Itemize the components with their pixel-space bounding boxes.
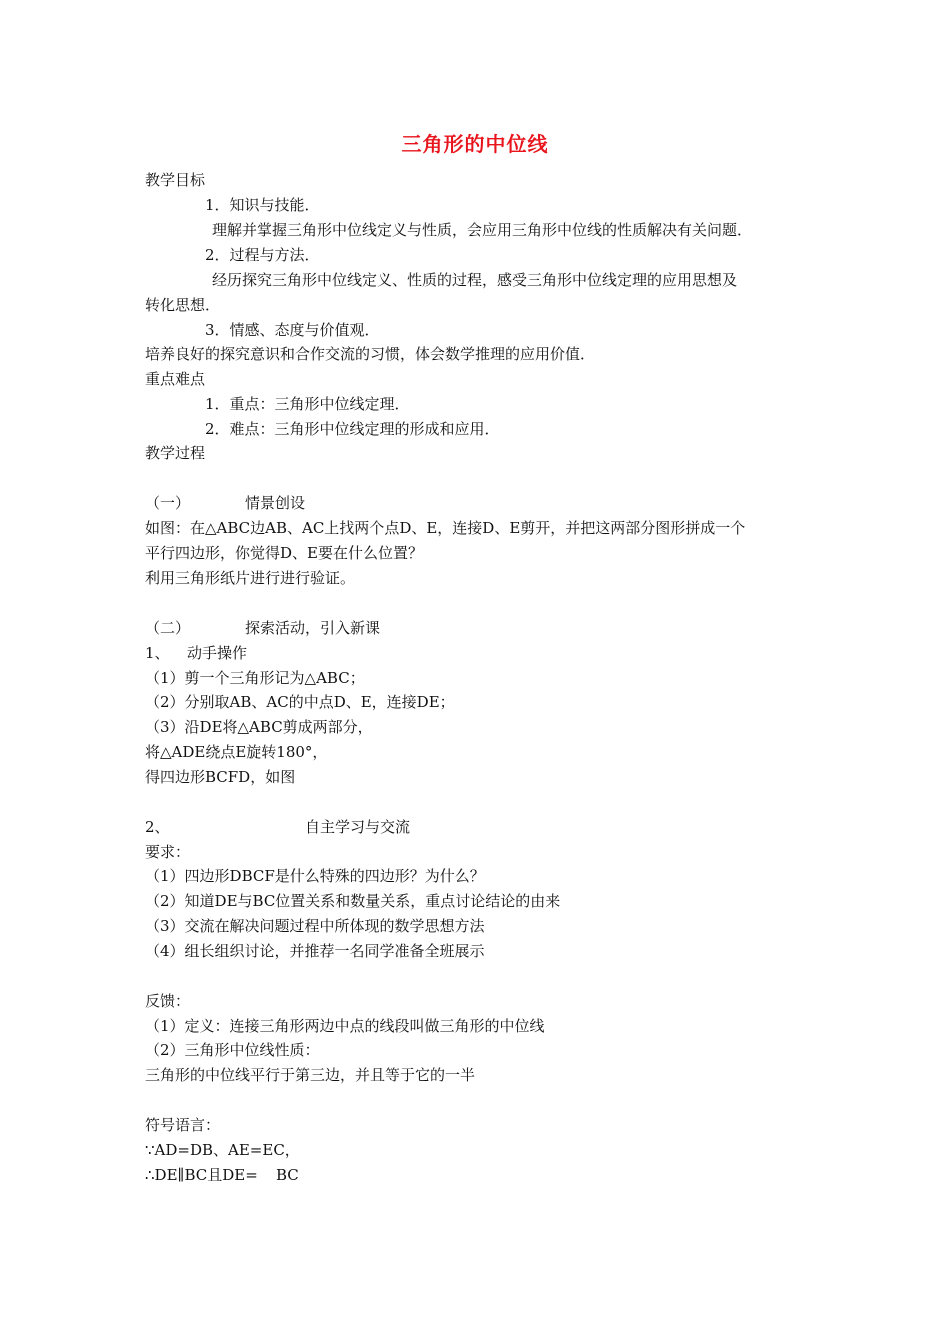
subsection1-title: 动手操作 xyxy=(187,644,248,662)
requirement-4: （4）组长组织讨论，并推荐一名同学准备全班展示 xyxy=(145,942,485,960)
goal-item-3: 3．情感、态度与价值观． xyxy=(205,321,380,339)
goals-heading: 教学目标 xyxy=(145,171,206,189)
section1-paragraph-2: 平行四边形，你觉得D、E要在什么位置？ xyxy=(145,544,423,562)
operation-step-5: 得四边形BCFD，如图 xyxy=(145,768,296,786)
operation-step-3: （3）沿DE将△ABC剪成两部分， xyxy=(145,718,373,736)
feedback-3: 三角形的中位线平行于第三边，并且等于它的一半 xyxy=(145,1066,476,1084)
goal-item-2-text-a: 经历探究三角形中位线定义、性质的过程，感受三角形中位线定理的应用思想及 xyxy=(212,271,738,289)
process-heading: 教学过程 xyxy=(145,444,206,462)
key-point-1: 1．重点：三角形中位线定理． xyxy=(205,395,410,413)
goal-item-3-text: 培养良好的探究意识和合作交流的习惯，体会数学推理的应用价值． xyxy=(145,345,596,363)
key-points-heading: 重点难点 xyxy=(145,370,206,388)
symbol-line-2b: BC xyxy=(276,1166,299,1184)
section2-number: （二） xyxy=(145,619,191,637)
symbol-language-heading: 符号语言： xyxy=(145,1116,221,1134)
goal-item-1-text: 理解并掌握三角形中位线定义与性质，会应用三角形中位线的性质解决有关问题． xyxy=(212,221,753,239)
operation-step-1: （1）剪一个三角形记为△ABC； xyxy=(145,669,365,687)
operation-step-4: 将△ADE绕点E旋转180°， xyxy=(145,743,328,761)
section1-paragraph-1: 如图：在△ABC边AB、AC上找两个点D、E，连接D、E剪开，并把这两部分图形拼成一个 xyxy=(145,519,746,537)
section1-title: 情景创设 xyxy=(245,494,306,512)
operation-step-2: （2）分别取AB、AC的中点D、E，连接DE； xyxy=(145,693,455,711)
subsection2-title: 自主学习与交流 xyxy=(305,818,411,836)
symbol-line-2a: ∴DE∥BC且DE= xyxy=(145,1166,258,1184)
goal-item-2-text-b: 转化思想． xyxy=(145,296,221,314)
section1-number: （一） xyxy=(145,494,191,512)
key-point-2: 2．难点：三角形中位线定理的形成和应用． xyxy=(205,420,500,438)
section1-paragraph-3: 利用三角形纸片进行进行验证。 xyxy=(145,569,356,587)
symbol-line-1: ∵AD=DB、AE=EC， xyxy=(145,1141,300,1159)
subsection1-number: 1、 xyxy=(145,644,170,662)
section2-title: 探索活动，引入新课 xyxy=(245,619,381,637)
subsection2-number: 2、 xyxy=(145,818,170,836)
requirement-3: （3）交流在解决问题过程中所体现的数学思想方法 xyxy=(145,917,485,935)
requirement-2: （2）知道DE与BC位置关系和数量关系，重点讨论结论的由来 xyxy=(145,892,561,910)
feedback-heading: 反馈： xyxy=(145,992,191,1010)
page-title: 三角形的中位线 xyxy=(401,132,549,156)
goal-item-2: 2．过程与方法． xyxy=(205,246,320,264)
feedback-2: （2）三角形中位线性质： xyxy=(145,1041,320,1059)
goal-item-1: 1．知识与技能． xyxy=(205,196,320,214)
feedback-1: （1）定义：连接三角形两边中点的线段叫做三角形的中位线 xyxy=(145,1017,545,1035)
requirement-1: （1）四边形DBCF是什么特殊的四边形？为什么？ xyxy=(145,867,485,885)
requirements-heading: 要求： xyxy=(145,843,191,861)
